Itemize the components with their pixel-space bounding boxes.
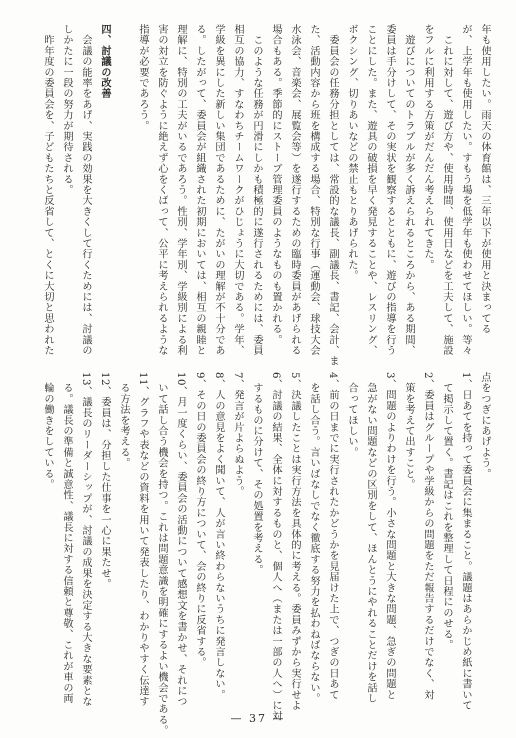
text-line: が、上学年も使用したい。すもう場を低学年も使わせてほしい。等々: [460, 24, 471, 356]
text-line: をフルに利用する方策がだんだん考えられてきた。: [422, 24, 433, 271]
text-line: 昨年度の委員会を、子どもたちと反省して、とくに大切と思われた: [42, 24, 53, 356]
text-line: 13、議長のリーダーシップが、討議の成果を決定する大きな要素とな: [80, 372, 91, 707]
text-line: 場合もある。季節的にストーブ管理委員のようなものも置かれる。: [270, 24, 281, 345]
text-line: る方法を考える。: [118, 372, 129, 469]
text-line: る。したがって、委員会が組織された初期においては、相互の親睦と: [194, 24, 205, 356]
blank-line: [114, 24, 133, 352]
text-line: 学級を異にした新しい集団であるために、たがいの理解が不十分であ: [213, 24, 224, 356]
text-line: 害の対立を防ぐように絶えず心をくばって、公平に考えられるような: [156, 24, 167, 356]
text-line: を話し合う。言いばなしでなく徹底する努力を払わねばならない。: [308, 372, 319, 704]
text-line: た、活動内容から班を構成する場合、特別な行事（運動会、球技大会: [308, 24, 319, 356]
text-line: て掲示して置く。書記はこれを整理して日程にのせる。: [441, 372, 452, 651]
text-line: 合ってほしい。: [346, 372, 357, 458]
text-line: 相互の協力、すなわちチームワークがひじょうに大切である。学年、: [232, 24, 243, 356]
text-line: このような任務が円滑にしかも積極的に遂行されるためには、委員: [251, 24, 262, 356]
text-line: ことにした。また、遊具の破損を早く発見することや、レスリング、: [365, 24, 376, 356]
text-line: 9、その日の委員会の終り方について、会の終りに反省する。: [194, 372, 205, 668]
text-line: 急がない問題などの区別をして、ほんとうにやれることだけを話し: [365, 372, 376, 704]
text-line: ボクシング、切りあいなどの禁止もとりあげられた。: [346, 24, 357, 281]
text-line: 遊びについてのトラブルが多く訴えられるところから、ある期間、: [403, 24, 414, 356]
text-line: しかたに一段の努力が期待される。: [61, 24, 72, 196]
text-line: 2、委員はグループや学級からの問題をただ報告するだけでなく、対: [422, 372, 433, 700]
text-line: するものに分けて、その処置を考える。: [251, 372, 262, 576]
text-line: いて話し合う機会を持つ。これは問題意識を明確にするよい機会である。: [156, 372, 167, 736]
text-line: 5、決議したことは実行方法を具体的に考える。委員みずから実行せよ: [289, 372, 300, 711]
text-line: 年も使用したい。雨天の体育館は、三年以下が使用と決まってる: [479, 24, 490, 335]
text-line: 6、討議の結果、全体に対するものと、個人へ（または一部の人へ）に対: [270, 372, 281, 722]
text-line: これに対して、遊び方や、使用時間、使用日などを工夫して、施設: [441, 24, 452, 356]
text-line: 10、月一度くらい、委員会の活動について感想文を書かせ、それにつ: [175, 372, 186, 707]
text-line: 策を考えて出すこと。: [403, 372, 414, 490]
text-line: 指導が必要であろう。: [137, 24, 148, 131]
text-line: 8、人の意見をよく聞いて、人が言い終わらないうちに発言しない。: [213, 372, 224, 700]
text-line: 会議の能率をあげ、実践の効果を大きくして行くためには、討議の: [80, 24, 91, 356]
top-text-column: [6, 24, 494, 367]
text-line: 1、日あてを持って委員会に集まること。議題はあらかじめ紙に書いて: [460, 372, 471, 711]
text-line: 11、グラフや表などの資料を用いて発表したり、わかりやすく伝達す: [137, 372, 148, 707]
text-line: 3、問題のよりわけを行う。小さな問題と大きな問題、急ぎの問題と: [384, 372, 395, 700]
text-line: 4、前の日までに実行されたかどうかを見届けた上で、つぎの日あて: [327, 372, 338, 700]
text-line: 12、委員は、分担した仕事を一心に果たせ。: [99, 372, 110, 590]
section-heading: 四、討議の改善: [99, 24, 111, 99]
text-line: 委員は手分けして、その実状を観察するとともに、遊びの指導を行う: [384, 24, 395, 356]
text-line: 点をつぎにあげよう。: [479, 372, 490, 479]
text-line: る。議長の準備と誠意性、議長に対する信頼と尊敬、これが車の両: [61, 372, 72, 704]
text-line: 理解に、特別の工夫がいるであろう。性別、学年別、学級別による利: [175, 24, 186, 356]
text-line: 輪の働きをしている。: [42, 372, 53, 490]
text-line: 水泳会、音楽会、展覧会等）を遂行するための臨時委員があげられる: [289, 24, 300, 356]
page-number: — 37 —: [230, 712, 286, 725]
text-line: 委員会の任務分担としては、常設的な議長、副議長、書記、会計、ま: [327, 24, 338, 367]
text-line: 7、発言が片よらぬよう。: [232, 372, 243, 497]
